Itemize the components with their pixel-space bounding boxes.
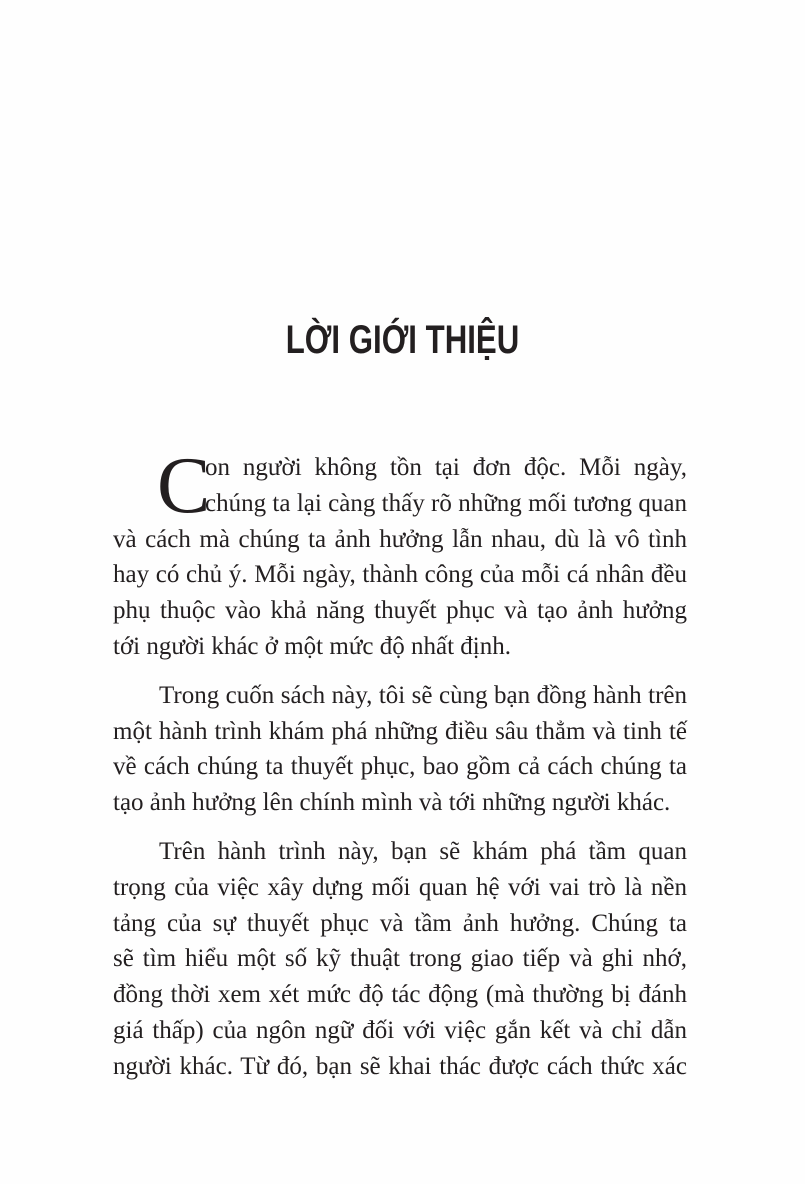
text-line: về cách chúng ta thuyết phục, bao gồm cả cách chúng ta (113, 753, 687, 781)
text-line: người khác. Từ đó, bạn sẽ khai thác được cách thức xác (113, 1052, 687, 1080)
text-line: Trên hành trình này, bạn sẽ khám phá tầm quan (159, 837, 687, 865)
text-line: một hành trình khám phá những điều sâu thẳm và tinh tế (113, 717, 687, 745)
text-line: tới người khác ở một mức độ nhất định. (113, 632, 511, 660)
text-line: hay có chủ ý. Mỗi ngày, thành công của mỗi cá nhân đều (113, 561, 687, 589)
text-line: chúng ta lại càng thấy rõ những mối tương quan (205, 489, 687, 517)
paragraph-3 (113, 834, 687, 1085)
text-line: on người không tồn tại đơn độc. Mỗi ngày, (205, 454, 687, 481)
body-text (113, 442, 687, 1097)
page-title: LỜI GIỚI THIỆU (285, 318, 520, 362)
paragraph-2 (113, 678, 687, 821)
text-line: tảng của sự thuyết phục và tầm ảnh hưởng. Chúng ta (113, 909, 687, 937)
text-line: tạo ảnh hưởng lên chính mình và tới những người khác. (113, 789, 671, 817)
text-line: đồng thời xem xét mức độ tác động (mà thường bị đánh (113, 981, 687, 1009)
text-line: phụ thuộc vào khả năng thuyết phục và tạo ảnh hưởng (113, 597, 687, 625)
text-line: và cách mà chúng ta ảnh hưởng lẫn nhau, dù là vô tình (113, 525, 687, 553)
text-line: Trong cuốn sách này, tôi sẽ cùng bạn đồng hành trên (159, 681, 687, 709)
drop-cap: C (157, 442, 211, 530)
paragraph-1 (113, 442, 687, 665)
text-line: sẽ tìm hiểu một số kỹ thuật trong giao tiếp và ghi nhớ, (113, 945, 687, 973)
text-line: trọng của việc xây dựng mối quan hệ với vai trò là nền (113, 873, 687, 901)
text-line: giá thấp) của ngôn ngữ đối với việc gắn kết và chỉ dẫn (113, 1016, 687, 1044)
